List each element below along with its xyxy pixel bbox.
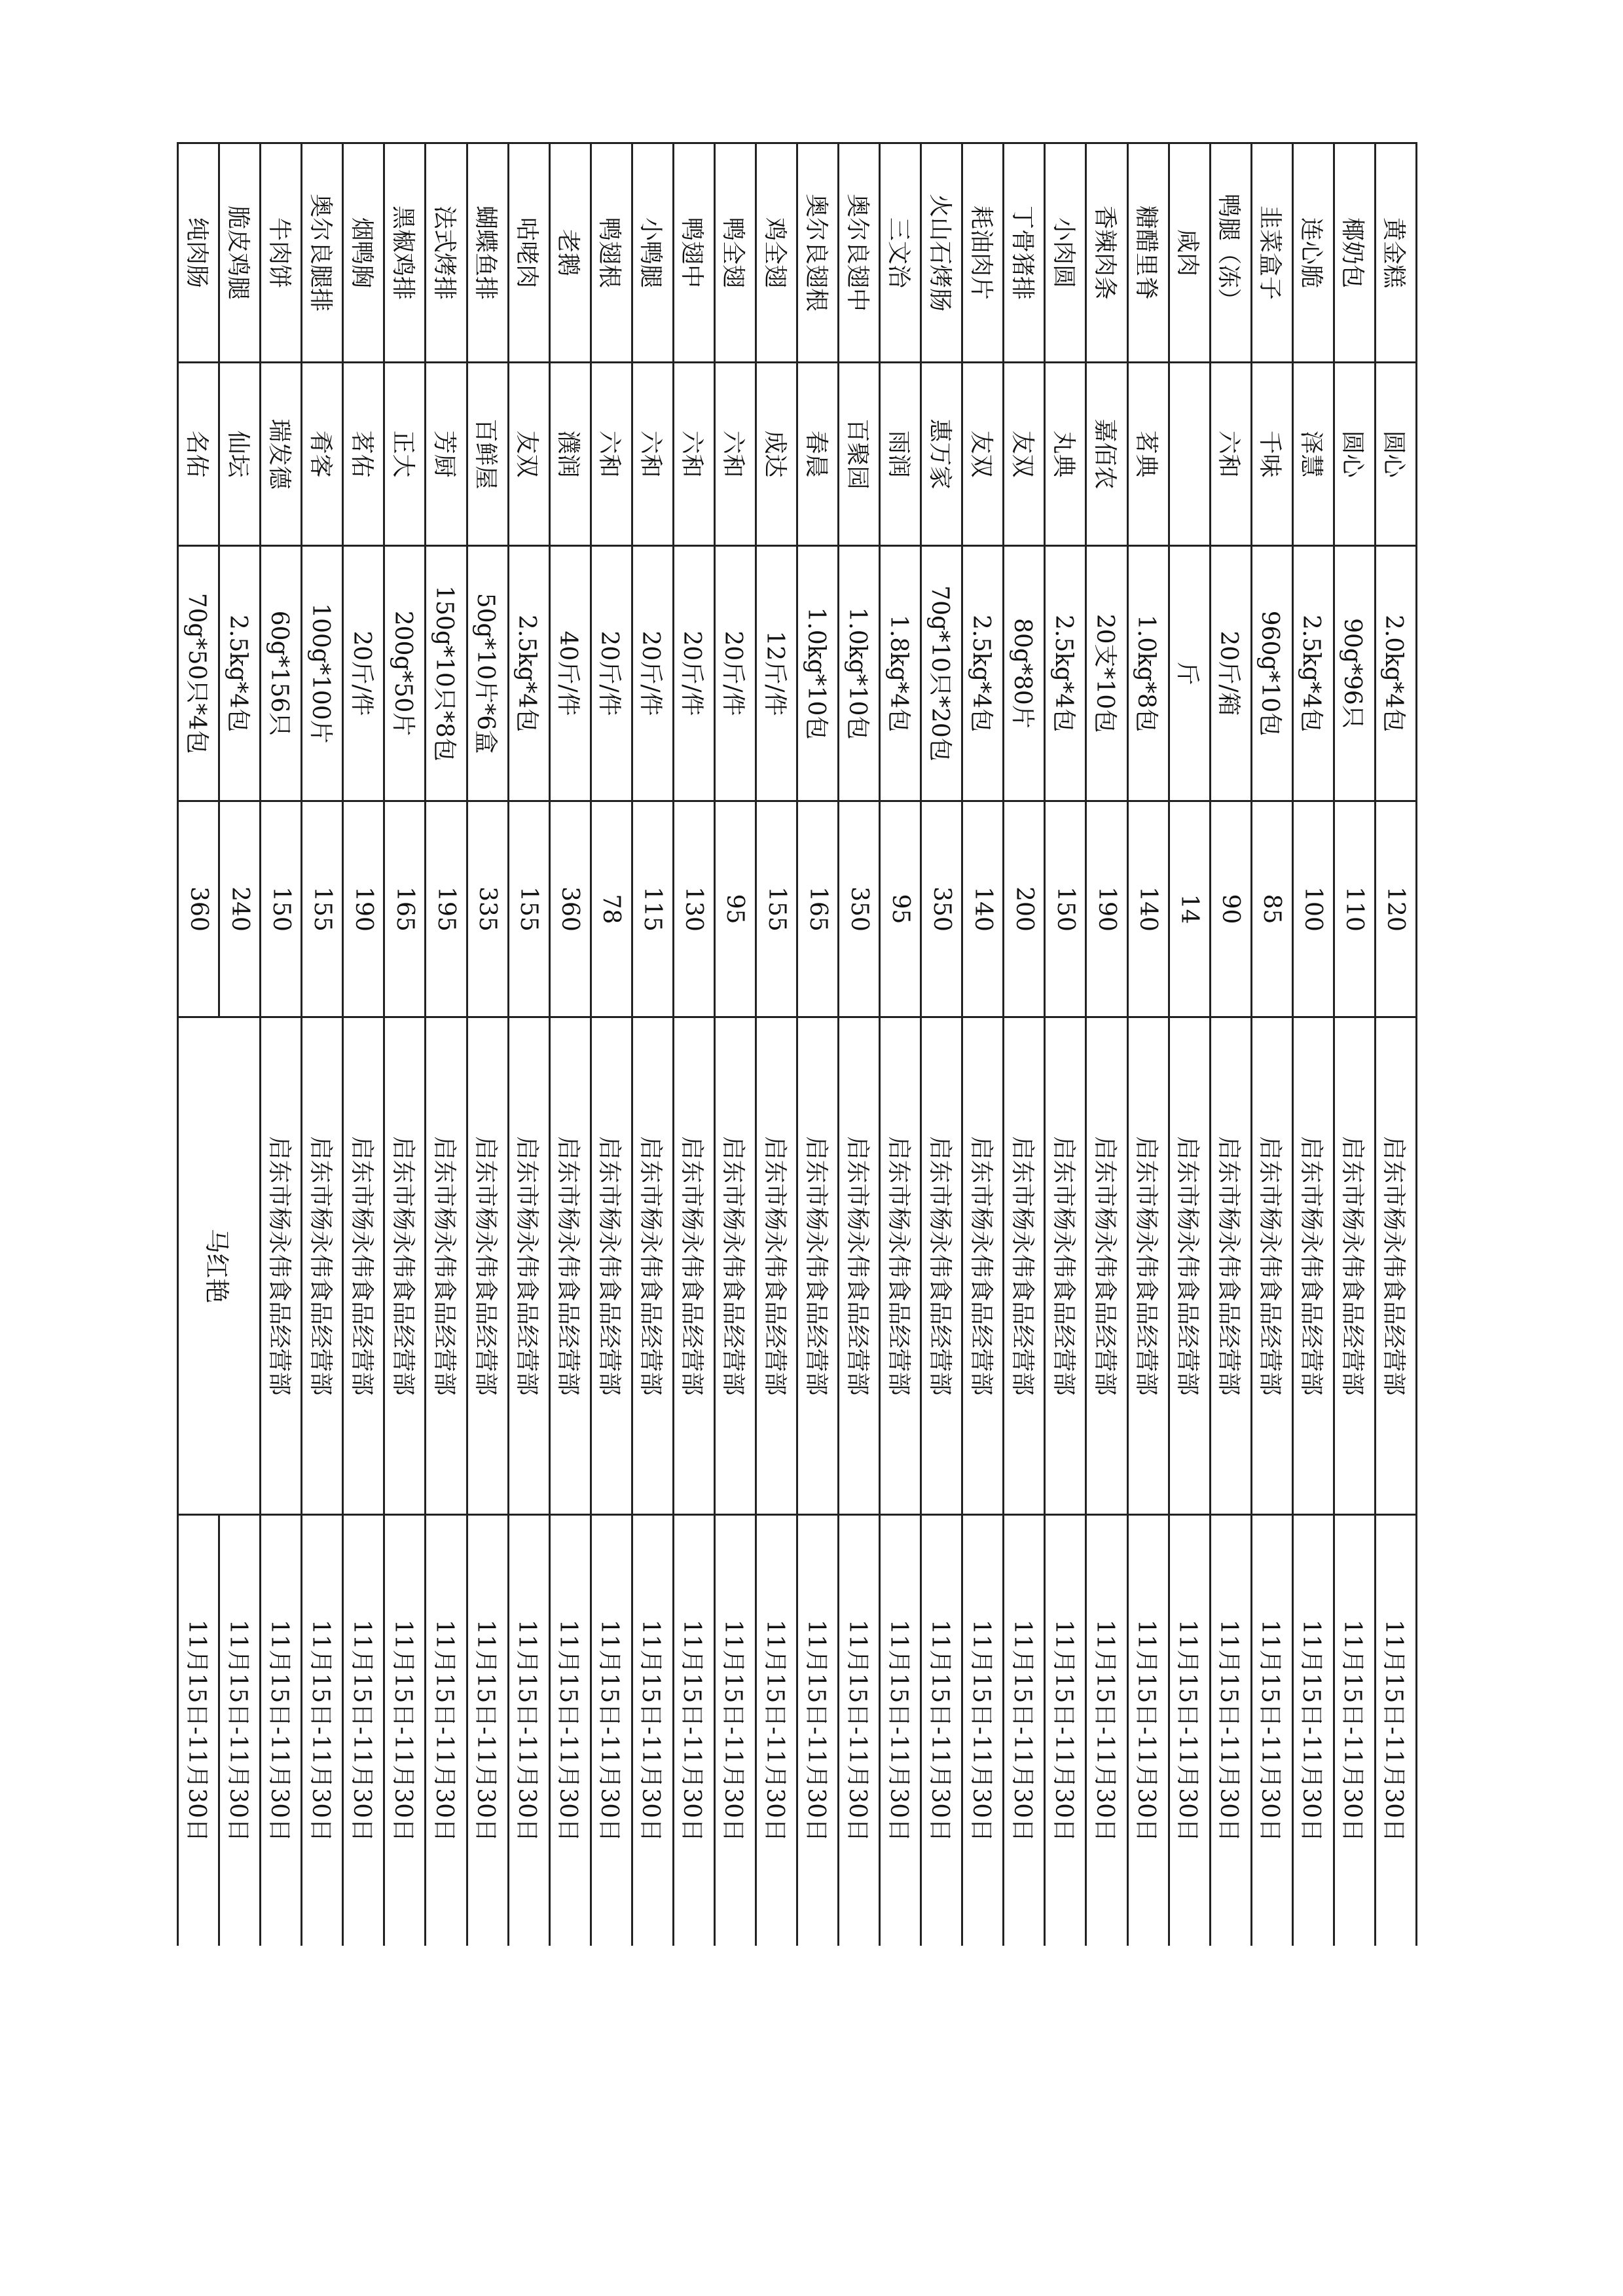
period-cell: 11月15日-11月30日 xyxy=(1210,1515,1251,1946)
spec-cell: 1.0kg*10包 xyxy=(839,546,880,801)
table-row xyxy=(921,143,962,1946)
price-cell: 190 xyxy=(1086,801,1127,1017)
table-row xyxy=(467,143,508,1946)
price-cell: 130 xyxy=(673,801,714,1017)
seller-cell: 启东市杨永伟食品经营部 xyxy=(673,1017,714,1515)
product-name-cell: 椰奶包 xyxy=(1334,143,1375,363)
period-cell: 11月15日-11月30日 xyxy=(549,1515,591,1946)
brand-cell: 友双 xyxy=(1004,363,1045,546)
product-name-cell: 纯肉肠 xyxy=(178,143,219,363)
period-cell: 11月15日-11月30日 xyxy=(673,1515,714,1946)
spec-cell: 1.8kg*4包 xyxy=(880,546,921,801)
table-row xyxy=(839,143,880,1946)
seller-cell: 启东市杨永伟食品经营部 xyxy=(302,1017,343,1515)
period-cell: 11月15日-11月30日 xyxy=(508,1515,549,1946)
product-name-cell: 丁骨猪排 xyxy=(1004,143,1045,363)
seller-cell: 启东市杨永伟食品经营部 xyxy=(1045,1017,1086,1515)
seller-cell: 启东市杨永伟食品经营部 xyxy=(261,1017,302,1515)
merged-seller-cell: 马红艳 xyxy=(178,1017,261,1515)
period-cell: 11月15日-11月30日 xyxy=(1004,1515,1045,1946)
brand-cell: 友双 xyxy=(508,363,549,546)
period-cell: 11月15日-11月30日 xyxy=(343,1515,384,1946)
seller-cell: 启东市杨永伟食品经营部 xyxy=(714,1017,756,1515)
brand-cell xyxy=(1169,363,1210,546)
period-cell: 11月15日-11月30日 xyxy=(1251,1515,1292,1946)
brand-cell: 六和 xyxy=(714,363,756,546)
product-name-cell: 黑椒鸡排 xyxy=(384,143,426,363)
period-cell: 11月15日-11月30日 xyxy=(1127,1515,1169,1946)
table-row xyxy=(880,143,921,1946)
spec-cell: 1.0kg*8包 xyxy=(1127,546,1169,801)
spec-cell: 12斤/件 xyxy=(756,546,797,801)
table-row xyxy=(1292,143,1334,1946)
product-price-table xyxy=(177,142,1417,1946)
brand-cell: 千味 xyxy=(1251,363,1292,546)
brand-cell: 仙坛 xyxy=(219,363,261,546)
price-cell: 165 xyxy=(384,801,426,1017)
seller-cell: 启东市杨永伟食品经营部 xyxy=(384,1017,426,1515)
price-cell: 150 xyxy=(1045,801,1086,1017)
table-row xyxy=(1334,143,1375,1946)
price-cell: 360 xyxy=(178,801,219,1017)
brand-cell: 百聚园 xyxy=(839,363,880,546)
brand-cell: 茗佑 xyxy=(343,363,384,546)
spec-cell: 20斤/件 xyxy=(632,546,673,801)
period-cell: 11月15日-11月30日 xyxy=(921,1515,962,1946)
price-cell: 350 xyxy=(839,801,880,1017)
period-cell: 11月15日-11月30日 xyxy=(797,1515,839,1946)
seller-cell: 启东市杨永伟食品经营部 xyxy=(756,1017,797,1515)
product-name-cell: 黄金糕 xyxy=(1375,143,1416,363)
table-row xyxy=(549,143,591,1946)
table-row xyxy=(797,143,839,1946)
seller-cell: 启东市杨永伟食品经营部 xyxy=(797,1017,839,1515)
product-name-cell: 老鹅 xyxy=(549,143,591,363)
period-cell: 11月15日-11月30日 xyxy=(467,1515,508,1946)
spec-cell: 60g*156只 xyxy=(261,546,302,801)
spec-cell: 1.0kg*10包 xyxy=(797,546,839,801)
product-name-cell: 烟鸭胸 xyxy=(343,143,384,363)
spec-cell: 20斤/箱 xyxy=(1210,546,1251,801)
seller-cell: 启东市杨永伟食品经营部 xyxy=(962,1017,1004,1515)
seller-cell: 启东市杨永伟食品经营部 xyxy=(1210,1017,1251,1515)
product-name-cell: 奥尔良翅中 xyxy=(839,143,880,363)
seller-cell: 启东市杨永伟食品经营部 xyxy=(921,1017,962,1515)
spec-cell: 2.5kg*4包 xyxy=(962,546,1004,801)
brand-cell: 六和 xyxy=(591,363,632,546)
brand-cell: 嘉佰农 xyxy=(1086,363,1127,546)
period-cell: 11月15日-11月30日 xyxy=(1169,1515,1210,1946)
price-cell: 95 xyxy=(880,801,921,1017)
price-cell: 95 xyxy=(714,801,756,1017)
seller-cell: 启东市杨永伟食品经营部 xyxy=(1292,1017,1334,1515)
table-row xyxy=(426,143,467,1946)
table-row xyxy=(1045,143,1086,1946)
brand-cell: 名佑 xyxy=(178,363,219,546)
brand-cell: 成达 xyxy=(756,363,797,546)
product-name-cell: 鸭腿（冻） xyxy=(1210,143,1251,363)
period-cell: 11月15日-11月30日 xyxy=(384,1515,426,1946)
period-cell: 11月15日-11月30日 xyxy=(962,1515,1004,1946)
seller-cell: 启东市杨永伟食品经营部 xyxy=(880,1017,921,1515)
period-cell: 11月15日-11月30日 xyxy=(426,1515,467,1946)
seller-cell: 启东市杨永伟食品经营部 xyxy=(467,1017,508,1515)
product-name-cell: 香辣肉条 xyxy=(1086,143,1127,363)
product-name-cell: 奥尔良腿排 xyxy=(302,143,343,363)
brand-cell: 友双 xyxy=(962,363,1004,546)
product-name-cell: 小鸭腿 xyxy=(632,143,673,363)
product-name-cell: 奥尔良翅根 xyxy=(797,143,839,363)
brand-cell: 濮润 xyxy=(549,363,591,546)
price-cell: 110 xyxy=(1334,801,1375,1017)
table-row xyxy=(1251,143,1292,1946)
price-cell: 120 xyxy=(1375,801,1416,1017)
period-cell: 11月15日-11月30日 xyxy=(756,1515,797,1946)
price-cell: 195 xyxy=(426,801,467,1017)
table-row xyxy=(384,143,426,1946)
price-cell: 335 xyxy=(467,801,508,1017)
table-row xyxy=(508,143,549,1946)
spec-cell: 2.5kg*4包 xyxy=(1292,546,1334,801)
product-name-cell: 蝴蝶鱼排 xyxy=(467,143,508,363)
seller-cell: 启东市杨永伟食品经营部 xyxy=(1004,1017,1045,1515)
period-cell: 11月15日-11月30日 xyxy=(178,1515,219,1946)
spec-cell: 100g*100片 xyxy=(302,546,343,801)
table-row xyxy=(1086,143,1127,1946)
table-row xyxy=(1004,143,1045,1946)
spec-cell: 50g*10片*6盒 xyxy=(467,546,508,801)
product-name-cell: 鸭翅根 xyxy=(591,143,632,363)
product-name-cell: 韭菜盒子 xyxy=(1251,143,1292,363)
seller-cell: 启东市杨永伟食品经营部 xyxy=(591,1017,632,1515)
seller-cell: 启东市杨永伟食品经营部 xyxy=(1251,1017,1292,1515)
price-cell: 140 xyxy=(962,801,1004,1017)
price-cell: 360 xyxy=(549,801,591,1017)
price-cell: 78 xyxy=(591,801,632,1017)
price-cell: 150 xyxy=(261,801,302,1017)
seller-cell: 启东市杨永伟食品经营部 xyxy=(839,1017,880,1515)
table-row xyxy=(1375,143,1416,1946)
spec-cell: 20斤/件 xyxy=(673,546,714,801)
product-name-cell: 鸡全翅 xyxy=(756,143,797,363)
price-cell: 200 xyxy=(1004,801,1045,1017)
table-row xyxy=(302,143,343,1946)
spec-cell: 150g*10只*8包 xyxy=(426,546,467,801)
price-cell: 14 xyxy=(1169,801,1210,1017)
brand-cell: 圆心 xyxy=(1375,363,1416,546)
period-cell: 11月15日-11月30日 xyxy=(1375,1515,1416,1946)
spec-cell: 40斤/件 xyxy=(549,546,591,801)
period-cell: 11月15日-11月30日 xyxy=(219,1515,261,1946)
spec-cell: 2.5kg*4包 xyxy=(219,546,261,801)
brand-cell: 肴客 xyxy=(302,363,343,546)
table-row xyxy=(219,143,261,1946)
price-cell: 155 xyxy=(508,801,549,1017)
table-row xyxy=(673,143,714,1946)
spec-cell: 2.5kg*4包 xyxy=(508,546,549,801)
product-name-cell: 法式烤排 xyxy=(426,143,467,363)
product-name-cell: 咸肉 xyxy=(1169,143,1210,363)
rotated-table-wrapper xyxy=(177,142,1417,1946)
table-row xyxy=(591,143,632,1946)
period-cell: 11月15日-11月30日 xyxy=(1086,1515,1127,1946)
spec-cell: 20斤/件 xyxy=(343,546,384,801)
price-cell: 90 xyxy=(1210,801,1251,1017)
table-body xyxy=(178,143,1417,1946)
brand-cell: 茗典 xyxy=(1127,363,1169,546)
spec-cell: 90g*96只 xyxy=(1334,546,1375,801)
brand-cell: 丸典 xyxy=(1045,363,1086,546)
spec-cell: 70g*50只*4包 xyxy=(178,546,219,801)
period-cell: 11月15日-11月30日 xyxy=(591,1515,632,1946)
table-row xyxy=(714,143,756,1946)
price-cell: 115 xyxy=(632,801,673,1017)
spec-cell: 斤 xyxy=(1169,546,1210,801)
brand-cell: 圆心 xyxy=(1334,363,1375,546)
brand-cell: 六和 xyxy=(1210,363,1251,546)
table-row xyxy=(962,143,1004,1946)
price-cell: 140 xyxy=(1127,801,1169,1017)
brand-cell: 泽慧 xyxy=(1292,363,1334,546)
product-name-cell: 连心脆 xyxy=(1292,143,1334,363)
product-name-cell: 牛肉饼 xyxy=(261,143,302,363)
brand-cell: 六和 xyxy=(632,363,673,546)
product-name-cell: 脆皮鸡腿 xyxy=(219,143,261,363)
price-cell: 350 xyxy=(921,801,962,1017)
brand-cell: 春晨 xyxy=(797,363,839,546)
brand-cell: 雨润 xyxy=(880,363,921,546)
price-cell: 100 xyxy=(1292,801,1334,1017)
spec-cell: 20斤/件 xyxy=(591,546,632,801)
period-cell: 11月15日-11月30日 xyxy=(880,1515,921,1946)
period-cell: 11月15日-11月30日 xyxy=(1292,1515,1334,1946)
seller-cell: 启东市杨永伟食品经营部 xyxy=(343,1017,384,1515)
spec-cell: 200g*50片 xyxy=(384,546,426,801)
brand-cell: 芳厨 xyxy=(426,363,467,546)
period-cell: 11月15日-11月30日 xyxy=(632,1515,673,1946)
spec-cell: 2.0kg*4包 xyxy=(1375,546,1416,801)
product-name-cell: 糖醋里脊 xyxy=(1127,143,1169,363)
table-row xyxy=(1210,143,1251,1946)
product-name-cell: 鸭翅中 xyxy=(673,143,714,363)
spec-cell: 70g*10只*20包 xyxy=(921,546,962,801)
price-cell: 155 xyxy=(302,801,343,1017)
period-cell: 11月15日-11月30日 xyxy=(1045,1515,1086,1946)
brand-cell: 惠万家 xyxy=(921,363,962,546)
price-cell: 190 xyxy=(343,801,384,1017)
table-row xyxy=(343,143,384,1946)
seller-cell: 启东市杨永伟食品经营部 xyxy=(1127,1017,1169,1515)
spec-cell: 20斤/件 xyxy=(714,546,756,801)
period-cell: 11月15日-11月30日 xyxy=(839,1515,880,1946)
spec-cell: 80g*80片 xyxy=(1004,546,1045,801)
period-cell: 11月15日-11月30日 xyxy=(261,1515,302,1946)
product-name-cell: 火山石烤肠 xyxy=(921,143,962,363)
price-cell: 240 xyxy=(219,801,261,1017)
seller-cell: 启东市杨永伟食品经营部 xyxy=(426,1017,467,1515)
brand-cell: 六和 xyxy=(673,363,714,546)
spec-cell: 20支*10包 xyxy=(1086,546,1127,801)
product-name-cell: 鸭全翅 xyxy=(714,143,756,363)
table-row xyxy=(1169,143,1210,1946)
product-name-cell: 咕咾肉 xyxy=(508,143,549,363)
period-cell: 11月15日-11月30日 xyxy=(1334,1515,1375,1946)
product-name-cell: 小肉圆 xyxy=(1045,143,1086,363)
period-cell: 11月15日-11月30日 xyxy=(714,1515,756,1946)
seller-cell: 启东市杨永伟食品经营部 xyxy=(1086,1017,1127,1515)
seller-cell: 启东市杨永伟食品经营部 xyxy=(1169,1017,1210,1515)
spec-cell: 2.5kg*4包 xyxy=(1045,546,1086,801)
table-row xyxy=(756,143,797,1946)
table-row xyxy=(261,143,302,1946)
document-page xyxy=(177,142,1417,1946)
price-cell: 165 xyxy=(797,801,839,1017)
seller-cell: 启东市杨永伟食品经营部 xyxy=(508,1017,549,1515)
brand-cell: 瑞发德 xyxy=(261,363,302,546)
seller-cell: 启东市杨永伟食品经营部 xyxy=(1375,1017,1416,1515)
brand-cell: 百鲜屋 xyxy=(467,363,508,546)
price-cell: 155 xyxy=(756,801,797,1017)
spec-cell: 960g*10包 xyxy=(1251,546,1292,801)
product-name-cell: 耗油肉片 xyxy=(962,143,1004,363)
table-row xyxy=(632,143,673,1946)
seller-cell: 启东市杨永伟食品经营部 xyxy=(549,1017,591,1515)
table-row xyxy=(1127,143,1169,1946)
seller-cell: 启东市杨永伟食品经营部 xyxy=(1334,1017,1375,1515)
brand-cell: 正大 xyxy=(384,363,426,546)
price-cell: 85 xyxy=(1251,801,1292,1017)
product-name-cell: 三文治 xyxy=(880,143,921,363)
period-cell: 11月15日-11月30日 xyxy=(302,1515,343,1946)
seller-cell: 启东市杨永伟食品经营部 xyxy=(632,1017,673,1515)
